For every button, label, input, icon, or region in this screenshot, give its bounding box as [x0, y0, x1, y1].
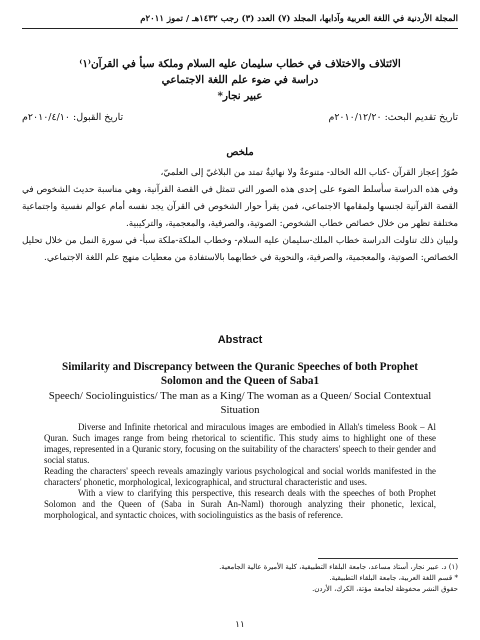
abstract-paragraph: Reading the characters' speech reveals amazingly various psychological and social worlds manifested in the characters' phonetic, morphological, lexicographical, and structural characteristic and uses. — [44, 466, 436, 487]
acceptance-date: تاريخ القبول: ٢٠١٠/٤/١٠م — [22, 112, 124, 123]
arabic-subtitle: دراسة في ضوء علم اللغة الاجتماعي — [161, 74, 319, 86]
english-keywords: Speech/ Sociolinguistics/ The man as a King/ The woman as a Queen/ Social Contextual Situation — [48, 390, 432, 416]
footnote-divider — [318, 558, 458, 559]
summary-paragraph: ولبيان ذلك تناولت الدراسة خطاب الملك-سليمان عليه السلام- وخطاب الملكة-ملكة سبأ- في سورة النمل من خلال تحليل الخصائص: الصوتية، والمعجمية، والصرفية، والنحوية في خطابهما بالاستفادة من معطيات منهج علم اللغة الاجتماعي. — [22, 236, 458, 263]
abstract-heading: Abstract — [217, 334, 263, 346]
summary-paragraph: وفي هذه الدراسة سأسلط الضوء على إحدى هذه الصور التي تتمثل في القصة القرآنية، وهي مناسبة حديث الشخوص في القصة القرآنية لجنسها ولمقامها الاجتماعي، فمن يقرأ حوار الشخوص في القرآن يجد نفسه أمام عوالم نفسية واجتماعية مختلفة تظهر من خلال خصائص خطاب الشخوص: الصوتية، والصرفية، والمعجمية، والتركيبية. — [22, 185, 458, 229]
abstract-paragraph: With a view to clarifying this perspective, this research deals with the speeches of both Prophet Solomon and the Queen of (Saba in Surah An-Naml) thorough analyzing their phonetic, lexical, morphological, and syntactic choices, with sociolinguistics as the basis of reference. — [44, 488, 436, 520]
english-abstract — [44, 422, 436, 521]
summary-heading: ملخص — [226, 147, 254, 158]
footnotes — [22, 562, 458, 595]
abstract-paragraph: Diverse and Infinite rhetorical and miraculous images are embodied in Allah's timeless Book – Al Quran. Such images range from being rhetorical to scientific. This study aims to highlight one of these images, represented in a Quranic story, focusing on the suitability of the characters' speech to their gender and social status. — [44, 422, 436, 465]
summary-paragraph: صُوَرُ إعجاز القرآن -كتاب الله الخالد- متنوعةٌ ولا نهائيةٌ تمتد من البلاغيّ إلى العلميّ، — [160, 168, 458, 178]
arabic-summary — [22, 165, 458, 267]
english-title: Similarity and Discrepancy between the Quranic Speeches of both Prophet Solomon and the Queen of Saba1 — [61, 361, 419, 387]
page-number: ١١ — [235, 620, 245, 630]
dates-row — [22, 112, 458, 123]
author-name: عبير نجار* — [217, 90, 263, 102]
footnote: حقوق النشر محفوظة لجامعة مؤتة، الكرك، الأردن. — [312, 585, 458, 593]
arabic-title: الائتلاف والاختلاف في خطاب سليمان عليه السلام وملكة سبأ في القرآن⁽١⁾ — [79, 58, 401, 70]
journal-header-text: المجلة الأردنية في اللغة العربية وآدابها، المجلد (٧) العدد (٣) رجب ١٤٣٢هـ / تموز ٢٠١١م — [140, 14, 458, 24]
submission-date: تاريخ تقديم البحث: ٢٠١٠/١٢/٢٠م — [328, 112, 458, 123]
footnote: * قسم اللغة العربية، جامعة البلقاء التطبيقية. — [329, 574, 458, 582]
running-header — [22, 14, 458, 29]
arabic-title-block — [30, 56, 450, 104]
footnote: (١) د. عبير نجار، أستاذ مساعد، جامعة البلقاء التطبيقية، كلية الأميرة عالية الجامعية. — [219, 563, 458, 571]
